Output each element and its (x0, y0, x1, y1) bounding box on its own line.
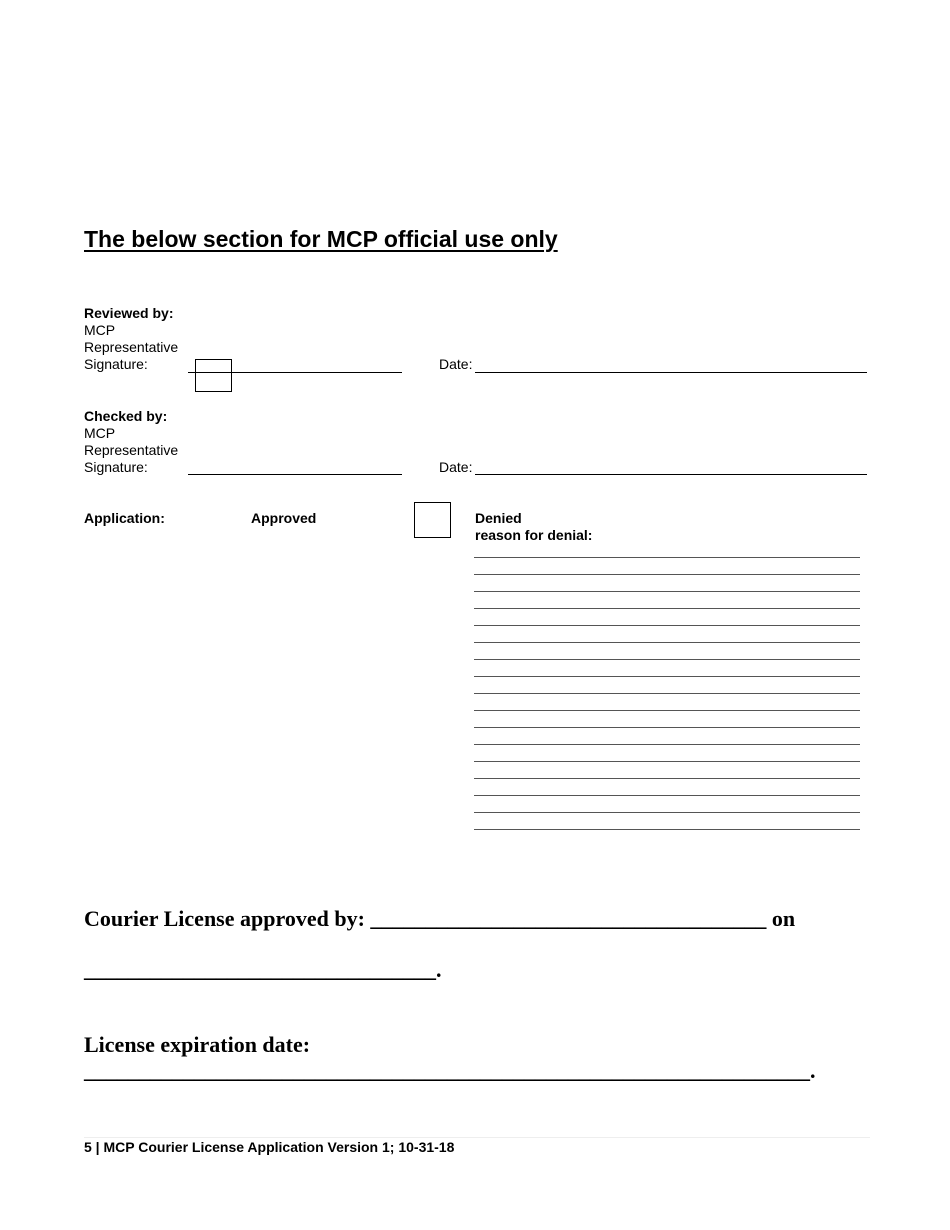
denial-reason-line[interactable] (474, 812, 860, 813)
approved-label: Approved (251, 510, 317, 526)
section-heading: The below section for MCP official use only (84, 226, 558, 252)
reviewed-by-title: Reviewed by: (84, 305, 174, 321)
denial-reason-line[interactable] (474, 608, 860, 609)
denied-label: Denied (475, 510, 522, 526)
denial-reason-line[interactable] (474, 744, 860, 745)
denial-reason-line[interactable] (474, 625, 860, 626)
denial-reason-line[interactable] (474, 642, 860, 643)
footer-rule (84, 1137, 870, 1138)
checked-signature-line[interactable] (188, 474, 402, 475)
checked-mcp-label: MCP (84, 425, 116, 441)
denial-reason-line[interactable] (474, 693, 860, 694)
checked-by-block (84, 408, 178, 476)
checked-by-title: Checked by: (84, 408, 168, 424)
reviewed-date-line[interactable] (475, 372, 867, 373)
checked-signature-label: Signature: (84, 459, 148, 475)
denial-reason-line[interactable] (474, 557, 860, 558)
reviewed-signature-box[interactable] (195, 359, 232, 392)
denial-reason-line[interactable] (474, 676, 860, 677)
license-approved-by-label: Courier License approved by: ____________________________________ on (84, 906, 796, 931)
reviewed-mcp-label: MCP (84, 322, 116, 338)
checked-date-line[interactable] (475, 474, 867, 475)
reviewed-by-block (84, 305, 178, 373)
application-label: Application: (84, 510, 165, 526)
reviewed-date-label: Date: (439, 356, 473, 372)
denial-reason-line[interactable] (474, 727, 860, 728)
license-approved-continuation: ________________________________. (84, 957, 442, 982)
denial-reason-line[interactable] (474, 591, 860, 592)
denial-reason-line[interactable] (474, 795, 860, 796)
checked-representative-label: Representative (84, 442, 179, 458)
denial-reason-line[interactable] (474, 659, 860, 660)
license-expiration-label: License expiration date: (84, 1032, 311, 1057)
reason-for-denial-label: reason for denial: (475, 527, 593, 543)
license-expiration-line: __________________________________________________________________. (84, 1058, 816, 1083)
denial-reason-line[interactable] (474, 778, 860, 779)
denial-reason-line[interactable] (474, 829, 860, 830)
approved-checkbox[interactable] (414, 502, 451, 538)
denial-reason-line[interactable] (474, 761, 860, 762)
page-footer: 5 | MCP Courier License Application Version 1; 10-31-18 (84, 1139, 455, 1155)
reviewed-signature-label: Signature: (84, 356, 148, 372)
reviewed-representative-label: Representative (84, 339, 179, 355)
denial-reason-line[interactable] (474, 710, 860, 711)
denied-block (475, 510, 592, 544)
denial-reason-line[interactable] (474, 574, 860, 575)
checked-date-label: Date: (439, 459, 473, 475)
